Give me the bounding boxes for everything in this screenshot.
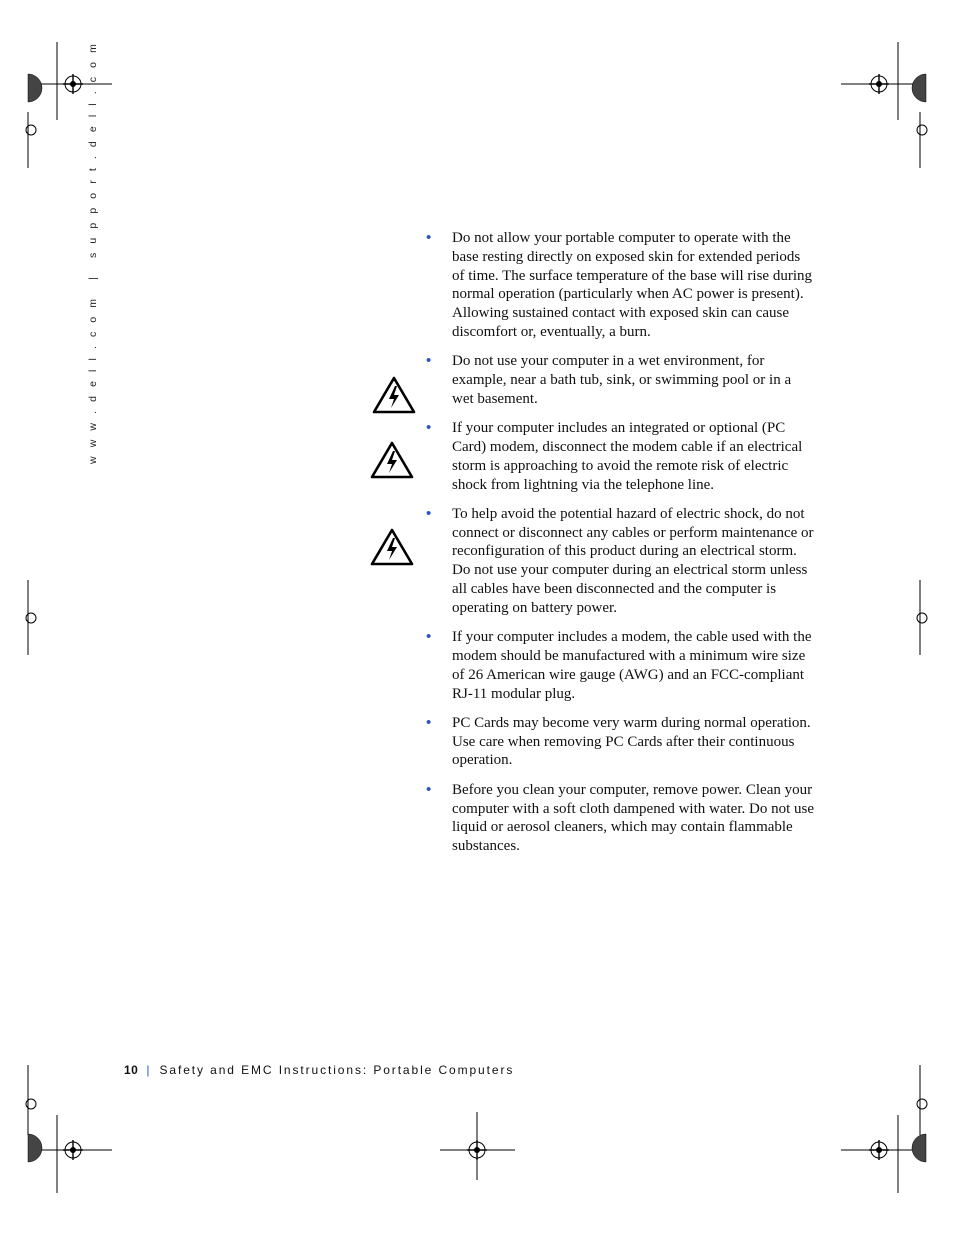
bullet-icon: • [426,504,432,522]
bullet-icon: • [426,713,432,731]
list-item [424,628,814,703]
electric-shock-warning-icon [369,440,415,480]
instruction-list [424,229,814,856]
bullet-icon: • [426,352,432,370]
page-number: 10 [124,1063,139,1077]
footer-separator: | [146,1063,150,1077]
list-item [424,781,814,856]
list-item-text: If your computer includes an integrated or optional (PC Card) modem, disconnect the modem cable if an electrical storm is approaching to avoid the remote risk of electric shock from lightning via the telephone line. [452,420,803,493]
list-item [424,419,814,494]
list-item-text: To help avoid the potential hazard of electric shock, do not connect or disconnect any cables or perform maintenance or reconfiguration of this product during an electrical storm. Do not use your computer during an electrical storm unless all cables have been disconnected and the computer is operating on battery power. [452,505,814,616]
list-item [424,714,814,770]
side-url-divider: | [87,273,99,280]
list-item-text: Do not allow your portable computer to operate with the base resting directly on exposed skin for extended periods of time. The surface temperature of the base will rise during normal operation (particularly when AC power is present). Allowing sustained contact with exposed skin can cause discomfort or, eventually, a burn. [452,230,813,340]
safety-instructions [424,229,814,866]
list-item [424,229,814,342]
page-footer [124,1063,514,1077]
electric-shock-warning-icon [371,375,417,415]
bullet-icon: • [426,628,432,646]
list-item-text: Do not use your computer in a wet environment, for example, near a bath tub, sink, or swimming pool or in a wet basement. [452,353,792,407]
list-item-text: If your computer includes a modem, the cable used with the modem should be manufactured with a minimum wire size of 26 American wire gauge (AWG) and an FCC-compliant RJ-11 modular plug. [452,629,812,702]
list-item [424,352,814,408]
electric-shock-warning-icon [369,527,415,567]
bullet-icon: • [426,419,432,437]
side-url-support: s u p p o r t . d e l l . c o m [87,41,99,258]
bullet-icon: • [426,229,432,246]
footer-title: Safety and EMC Instructions: Portable Computers [159,1063,515,1077]
side-website-label [87,41,99,464]
bullet-icon: • [426,780,432,798]
list-item-text: PC Cards may become very warm during normal operation. Use care when removing PC Cards after their continuous operation. [452,714,811,769]
list-item [424,505,814,618]
list-item-text: Before you clean your computer, remove power. Clean your computer with a soft cloth dampened with water. Do not use liquid or aerosol cleaners, which may contain flammable substances. [452,781,814,855]
side-url-dell: w w w . d e l l . c o m [87,295,99,464]
